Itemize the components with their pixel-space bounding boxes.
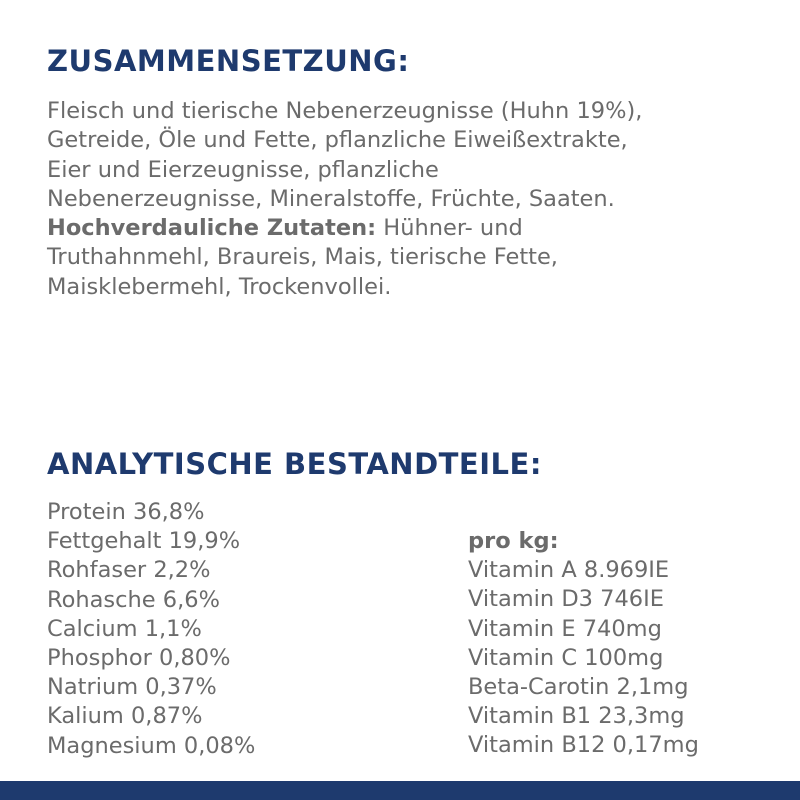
analysis-heading: ANALYTISCHE BESTANDTEILE: <box>47 447 542 481</box>
composition-line: Getreide, Öle und Fette, pflanzliche Eiweißextrakte, <box>47 127 628 154</box>
vitamin-list <box>468 527 699 761</box>
vitamin-item: Vitamin C 100mg <box>468 644 664 671</box>
highlight-line: Truthahnmehl, Braureis, Mais, tierische Fette, <box>47 244 558 271</box>
nutrient-item: Kalium 0,87% <box>47 703 203 730</box>
nutrient-item: Natrium 0,37% <box>47 674 217 701</box>
composition-heading: ZUSAMMENSETZUNG: <box>47 44 410 78</box>
nutrient-item: Magnesium 0,08% <box>47 732 256 759</box>
composition-line: Fleisch und tierische Nebenerzeugnisse (Huhn 19%), <box>47 98 643 124</box>
nutrient-item: Rohasche 6,6% <box>47 586 220 613</box>
highlight-line: Maisklebermehl, Trockenvollei. <box>47 273 392 300</box>
vitamin-item: Vitamin B12 0,17mg <box>468 732 699 759</box>
vitamin-item: Vitamin E 740mg <box>468 615 662 642</box>
bottom-bar <box>0 781 800 800</box>
highlight-line <box>47 214 787 243</box>
vitamin-item: Beta-Carotin 2,1mg <box>468 674 689 701</box>
nutrient-item: Fettgehalt 19,9% <box>47 528 241 555</box>
composition-text <box>47 97 787 302</box>
nutrient-list <box>47 498 255 761</box>
nutrient-item: Calcium 1,1% <box>47 615 202 642</box>
composition-line: Eier und Eierzeugnisse, pflanzliche <box>47 156 439 183</box>
highlight-first-line: Hühner- und <box>376 215 523 242</box>
highlight-label: Hochverdauliche Zutaten: <box>47 215 377 242</box>
vitamin-item: Vitamin A 8.969IE <box>468 557 670 584</box>
composition-line: Nebenerzeugnisse, Mineralstoffe, Früchte, Saaten. <box>47 185 615 212</box>
per-kg-label: pro kg: <box>468 528 559 554</box>
nutrient-item: Phosphor 0,80% <box>47 645 231 672</box>
nutrient-item: Rohfaser 2,2% <box>47 557 211 584</box>
vitamin-item: Vitamin D3 746IE <box>468 586 664 613</box>
nutrient-item: Protein 36,8% <box>47 499 205 525</box>
vitamin-item: Vitamin B1 23,3mg <box>468 703 685 730</box>
